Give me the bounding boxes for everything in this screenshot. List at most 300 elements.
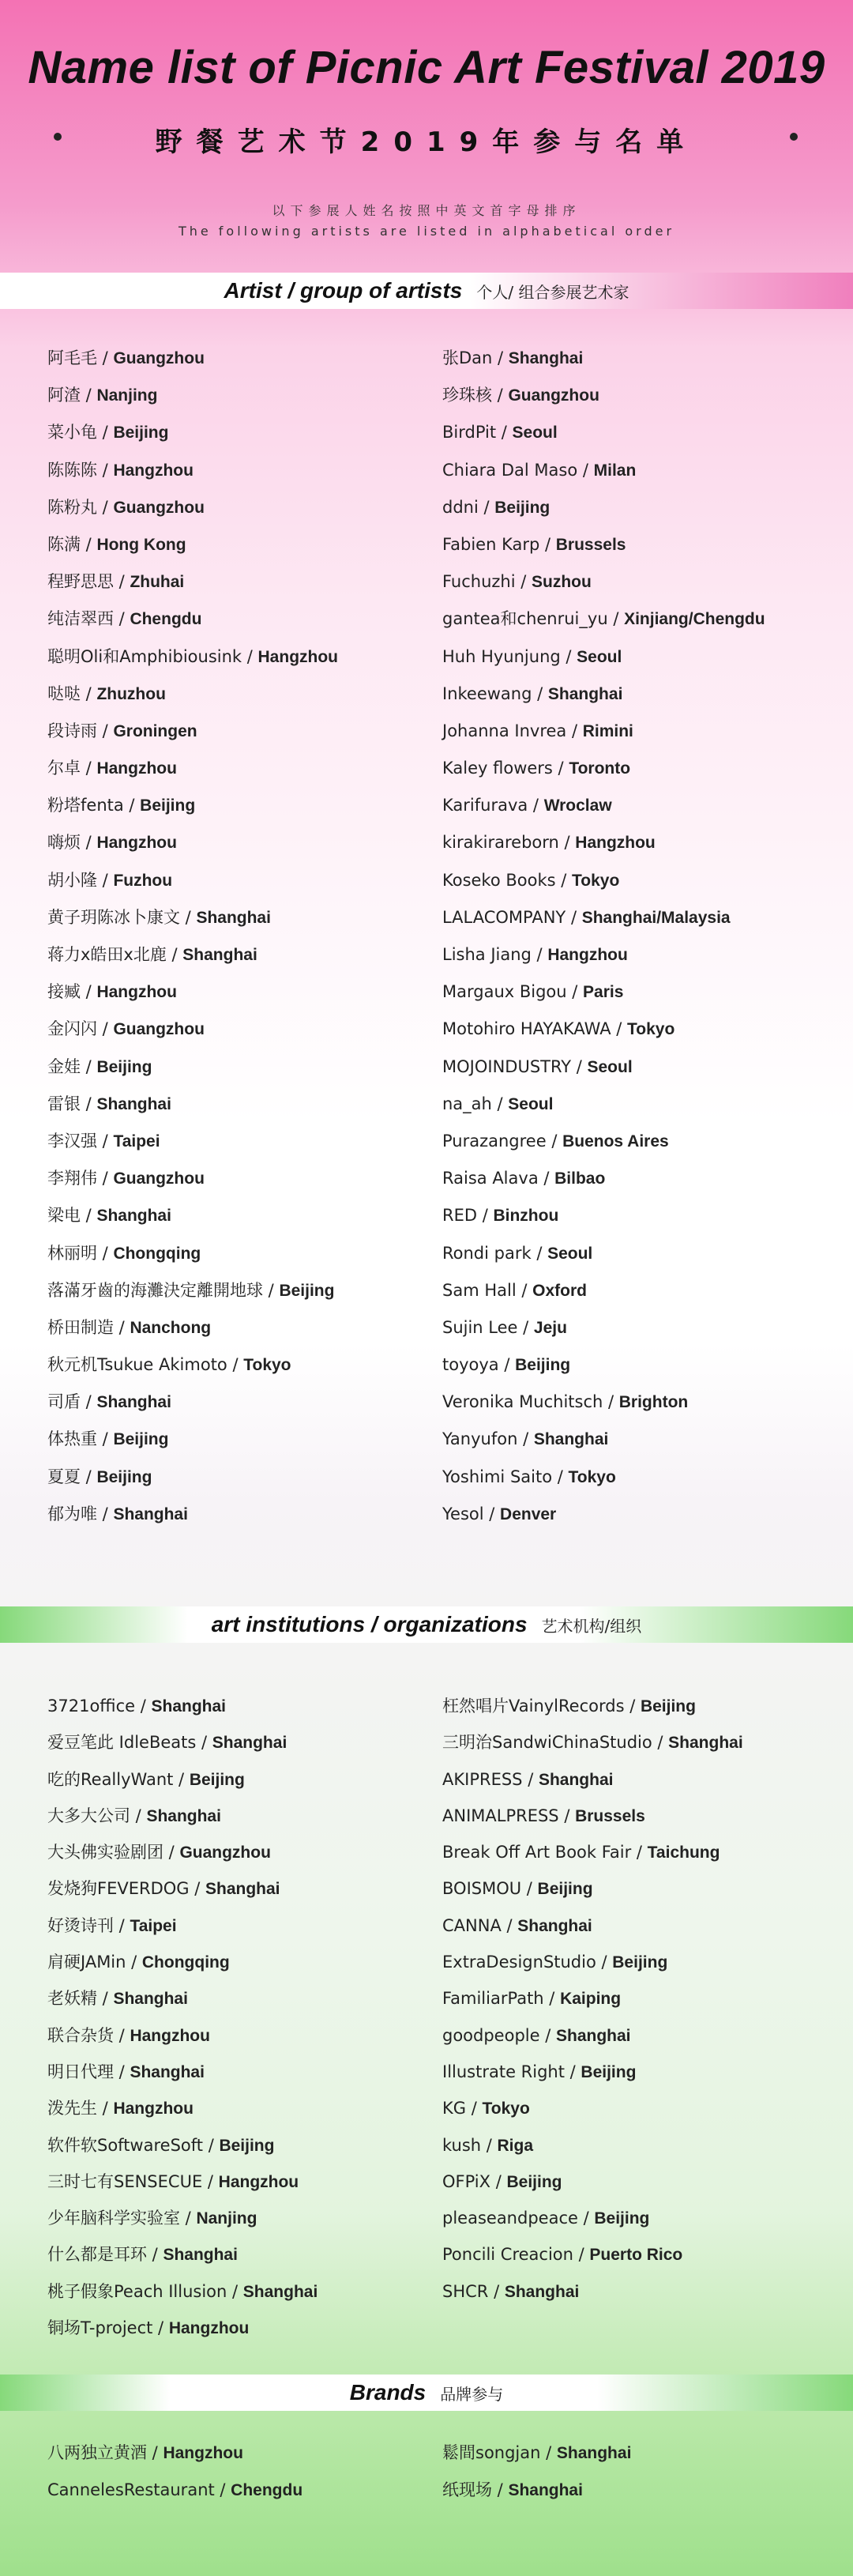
participant-name: 粉塔fenta (47, 796, 124, 815)
list-item (442, 1870, 743, 1907)
participant-city: Shanghai (517, 1916, 592, 1935)
section-title-cn: 艺术机构/组织 (541, 1617, 642, 1636)
separator: / (81, 759, 97, 778)
separator: / (114, 2062, 130, 2081)
separator: / (81, 1094, 97, 1113)
participant-name: Sam Hall (442, 1280, 517, 1300)
participant-name: FamiliarPath (442, 1989, 544, 2009)
participant-name: 珍珠核 (442, 386, 492, 405)
list-item (442, 563, 765, 601)
participant-name: 段诗雨 (47, 721, 97, 740)
participant-name: 金娃 (47, 1056, 81, 1076)
list-item (47, 1235, 338, 1272)
separator: / (566, 982, 584, 1002)
separator: / (81, 1206, 97, 1226)
participant-city: Denver (500, 1505, 557, 1523)
participant-name: 尔卓 (47, 759, 81, 778)
list-item (47, 2054, 318, 2090)
list-item (47, 638, 338, 676)
separator: / (97, 1169, 114, 1188)
separator: / (97, 423, 114, 443)
participant-name: Huh Hyunjung (442, 646, 561, 666)
participant-city: Hangzhou (218, 2172, 299, 2191)
page-title: Name list of Picnic Art Festival 2019 (28, 42, 825, 93)
list-item (47, 2273, 318, 2310)
list-item (47, 1011, 338, 1048)
participant-name: ExtraDesignStudio (442, 1953, 596, 1972)
participant-city: Shanghai (556, 2444, 632, 2462)
list-item (47, 1798, 318, 1834)
participant-city: Tokyo (568, 1467, 616, 1486)
separator: / (466, 2099, 483, 2118)
list-item (442, 1123, 765, 1160)
participant-city: Tokyo (482, 2100, 530, 2118)
list-item (47, 1496, 338, 1533)
list-item (47, 2127, 318, 2164)
list-item (47, 601, 338, 638)
participant-city: Beijing (537, 1880, 593, 1899)
participant-city: Seoul (508, 1094, 554, 1113)
participant-name: Kaley flowers (442, 759, 553, 778)
participant-name: na_ah (442, 1094, 492, 1113)
list-item (47, 340, 338, 377)
list-item (47, 713, 338, 750)
participant-city: Binzhou (493, 1207, 559, 1226)
participant-city: Beijing (612, 1953, 668, 1972)
list-item (442, 414, 765, 451)
list-item (442, 1459, 765, 1496)
participant-city: Seoul (587, 1057, 633, 1076)
participant-name: 张Dan (442, 348, 493, 367)
participant-name: 秋元机Tsukue Akimoto (47, 1355, 227, 1375)
separator: / (501, 1915, 518, 1935)
separator: / (189, 1879, 205, 1899)
list-item (47, 1459, 338, 1496)
participant-city: Guangzhou (113, 498, 205, 517)
participant-city: Shanghai (668, 1734, 743, 1753)
participant-city: Shanghai (96, 1207, 171, 1226)
participant-city: Shanghai (163, 2246, 238, 2265)
separator: / (114, 1317, 130, 1337)
list-item (47, 1761, 318, 1798)
participant-name: Poncili Creacion (442, 2245, 573, 2265)
participant-city: Taipei (130, 1916, 177, 1935)
participant-city: Beijing (96, 1057, 152, 1076)
separator: / (97, 348, 114, 367)
list-item (47, 1049, 338, 1086)
separator: / (607, 609, 625, 629)
separator: / (571, 1056, 588, 1076)
participant-name: 大头佛实验剧团 (47, 1843, 163, 1862)
list-item (442, 377, 765, 414)
participant-name: 发烧狗FEVERDOG (47, 1879, 190, 1899)
list-item (442, 974, 765, 1011)
participant-name: 枉然唱片VainylRecords (442, 1697, 625, 1715)
participant-city: Beijing (279, 1281, 335, 1300)
participant-city: Hangzhou (575, 834, 656, 853)
separator: / (517, 1429, 534, 1449)
participant-name: toyoya (442, 1355, 499, 1375)
participant-name: 陈满 (47, 534, 81, 554)
participant-name: Lisha Jiang (442, 945, 532, 964)
separator: / (81, 1467, 97, 1486)
participant-city: Hangzhou (257, 647, 338, 666)
separator: / (552, 1467, 569, 1486)
separator: / (214, 2480, 231, 2500)
list-item (442, 750, 765, 787)
list-item (442, 936, 765, 974)
participant-city: Zhuhai (130, 573, 185, 592)
participant-name: SHCR (442, 2281, 489, 2301)
participant-city: Guangzhou (508, 386, 599, 405)
separator: / (492, 2480, 509, 2500)
participant-city: Beijing (594, 2209, 650, 2228)
list-item (442, 1346, 765, 1384)
participant-name: 联合杂货 (47, 2025, 114, 2045)
participant-name: Margaux Bigou (442, 982, 567, 1002)
participant-name: Chiara Dal Maso (442, 460, 578, 480)
participant-name: KG (442, 2099, 467, 2118)
list-item (442, 2273, 743, 2310)
list-item (47, 974, 338, 1011)
separator: / (566, 907, 582, 927)
list-item (442, 452, 765, 489)
separator: / (521, 1879, 538, 1899)
separator: / (539, 2025, 556, 2045)
participant-name: BOISMOU (442, 1879, 522, 1899)
separator: / (173, 1769, 190, 1789)
list-item (442, 1011, 765, 1048)
participant-city: Taipei (113, 1132, 160, 1151)
separator: / (114, 1915, 130, 1935)
separator: / (97, 1019, 114, 1039)
list-item (47, 2236, 318, 2273)
participant-city: Beijing (219, 2136, 275, 2155)
participant-name: 黄子玥陈冰卜康文 (47, 907, 180, 927)
list-item (47, 1384, 338, 1421)
separator: / (196, 1733, 212, 1753)
list-item (47, 1309, 338, 1346)
participant-name: 软件软SoftwareSoft (47, 2135, 204, 2155)
section-title-cn: 品牌参与 (440, 2385, 504, 2404)
separator: / (483, 1504, 501, 1523)
separator: / (152, 2318, 169, 2338)
list-item (442, 2090, 743, 2126)
participant-city: Chongqing (113, 1244, 201, 1263)
list-item (47, 452, 338, 489)
participant-city: Chongqing (141, 1953, 230, 1972)
separator: / (202, 2171, 219, 2191)
participant-name: CannelesRestaurant (47, 2480, 215, 2500)
participant-name: 郁为唯 (47, 1504, 97, 1523)
list-item (47, 1834, 318, 1870)
participant-city: Xinjiang/Chengdu (624, 610, 765, 629)
separator: / (496, 423, 513, 443)
participant-name: 体热重 (47, 1429, 97, 1449)
participant-name: 蒋力x皓田x北鹿 (47, 945, 167, 964)
participant-city: Hangzhou (113, 461, 194, 480)
separator: / (180, 907, 197, 927)
participant-city: Wroclaw (543, 797, 612, 815)
list-item (47, 526, 338, 563)
header (0, 0, 853, 261)
list-item (47, 1086, 338, 1123)
participant-name: Rondi park (442, 1243, 532, 1263)
separator: / (114, 572, 130, 592)
separator: / (81, 1056, 97, 1076)
participant-name: 纯洁翠西 (47, 609, 114, 629)
participant-city: Seoul (512, 424, 558, 443)
list-item (442, 2236, 743, 2273)
separator: / (97, 1504, 114, 1523)
participant-city: Riga (497, 2136, 534, 2155)
sort-note-cn: 以下参展人姓名按照中英文首字母排序 (272, 203, 581, 218)
participant-city: Shanghai (242, 2282, 318, 2301)
participant-name: 胡小隆 (47, 870, 97, 890)
participant-name: 三明治SandwiChinaStudio (442, 1733, 652, 1753)
participant-city: Hangzhou (113, 2100, 194, 2118)
separator: / (540, 2443, 557, 2462)
section-title-en: Artist / group of artists (224, 278, 463, 303)
section-title-cn: 个人/ 组合参展艺术家 (476, 283, 629, 302)
separator: / (577, 460, 594, 480)
participant-name: 老妖精 (47, 1989, 97, 2009)
participant-city: Rimini (582, 721, 633, 740)
participant-city: Shanghai (533, 1430, 609, 1449)
participant-city: Beijing (640, 1697, 696, 1715)
participant-city: Beijing (515, 1356, 571, 1375)
participant-name: 夏夏 (47, 1467, 81, 1486)
separator: / (543, 1989, 561, 2009)
participant-name: 哒哒 (47, 684, 81, 703)
separator: / (97, 1243, 114, 1263)
list-item (442, 1049, 765, 1086)
participant-name: Break Off Art Book Fair (442, 1843, 632, 1862)
participant-city: Shanghai (113, 1990, 188, 2009)
list-item (442, 601, 765, 638)
participant-city: Shanghai (96, 1094, 171, 1113)
participant-city: Hangzhou (96, 759, 177, 778)
participant-city: Tokyo (243, 1356, 291, 1375)
section-header-institutions (0, 1606, 853, 1643)
separator: / (478, 497, 495, 517)
list-item (442, 1761, 743, 1798)
participant-name: Koseko Books (442, 870, 556, 890)
list-item (47, 1123, 338, 1160)
separator: / (97, 497, 114, 517)
participant-name: 林丽明 (47, 1243, 97, 1263)
separator: / (81, 1392, 97, 1412)
list-item (442, 1384, 765, 1421)
list-item (442, 1496, 765, 1533)
list-item (442, 638, 765, 676)
participant-name: 菜小龟 (47, 423, 97, 443)
participant-city: Jeju (533, 1318, 567, 1337)
participant-city: Seoul (577, 647, 622, 666)
list-item (47, 1346, 338, 1384)
separator: / (531, 945, 548, 964)
separator: / (603, 1392, 619, 1412)
separator: / (566, 721, 583, 740)
participant-name: 程野思思 (47, 572, 114, 592)
separator: / (126, 1953, 142, 1972)
participant-city: Shanghai (146, 1806, 221, 1825)
participant-city: Tokyo (627, 1020, 675, 1039)
separator: / (81, 833, 97, 853)
participant-city: Shanghai (212, 1734, 287, 1753)
separator: / (516, 1280, 533, 1300)
participant-city: Beijing (494, 498, 551, 517)
separator: / (573, 2245, 590, 2265)
participant-city: Guangzhou (179, 1843, 271, 1862)
list-item (47, 1870, 318, 1907)
participant-city: Seoul (547, 1244, 593, 1263)
list-item (47, 2435, 302, 2472)
participant-name: Fuchuzhi (442, 572, 516, 592)
list-item (47, 2017, 318, 2054)
participant-city: Hangzhou (547, 946, 628, 964)
section-title-en: art institutions / organizations (211, 1612, 528, 1636)
participant-city: Oxford (532, 1281, 587, 1300)
participant-city: Nanjing (196, 2209, 257, 2228)
list-item (442, 1272, 765, 1309)
participant-city: Kaiping (560, 1990, 622, 2009)
separator: / (624, 1697, 641, 1715)
participant-name: 纸现场 (442, 2480, 492, 2500)
separator: / (481, 2135, 498, 2155)
list-item (442, 1235, 765, 1272)
participant-city: Shanghai/Malaysia (581, 908, 731, 927)
separator: / (498, 1355, 516, 1375)
separator: / (166, 945, 183, 964)
list-item (47, 1980, 318, 2017)
list-item (47, 787, 338, 824)
participant-name: pleaseandpeace (442, 2209, 578, 2228)
participant-city: Taichung (647, 1843, 720, 1862)
participant-name: Purazangree (442, 1131, 547, 1151)
participant-name: kush (442, 2135, 482, 2155)
participant-city: Paris (583, 983, 624, 1002)
list-item (442, 1908, 743, 1944)
bullet-dot-icon (790, 133, 798, 141)
participant-name: 鬆間songjan (442, 2443, 541, 2462)
participant-city: Shanghai (182, 946, 257, 964)
participant-name: AKIPRESS (442, 1769, 523, 1789)
brands-right-column (442, 2435, 631, 2509)
participant-city: Groningen (113, 721, 197, 740)
separator: / (180, 2209, 197, 2228)
sort-note-en: The following artists are listed in alphabetical order (178, 224, 675, 239)
separator: / (123, 796, 141, 815)
participant-name: 金闪闪 (47, 1019, 97, 1039)
separator: / (492, 348, 509, 367)
list-item (47, 1197, 338, 1234)
section-title-en: Brands (349, 2380, 426, 2405)
participant-name: Veronika Muchitsch (442, 1392, 603, 1412)
list-item (442, 899, 765, 936)
separator: / (558, 1806, 576, 1825)
list-item (47, 2472, 302, 2509)
separator: / (564, 2062, 581, 2081)
participant-city: Shanghai (196, 908, 271, 927)
participant-city: Brussels (555, 535, 626, 554)
participant-city: Shanghai (555, 2026, 631, 2045)
list-item (442, 1798, 743, 1834)
participant-name: 嗨烦 (47, 833, 81, 853)
participant-city: Beijing (189, 1770, 245, 1789)
participant-name: 少年脑科学实验室 (47, 2209, 180, 2228)
list-item (442, 2017, 743, 2054)
participant-city: Brussels (575, 1806, 645, 1825)
separator: / (263, 1280, 280, 1300)
list-item (442, 2472, 631, 2509)
participant-city: Shanghai (508, 349, 584, 367)
participant-city: Hangzhou (96, 983, 177, 1002)
participant-name: 聪明Oli和Amphibiousink (47, 646, 242, 666)
list-item (442, 2435, 631, 2472)
list-item (442, 787, 765, 824)
list-item (442, 1724, 743, 1761)
list-item (442, 1086, 765, 1123)
participant-name: 泼先生 (47, 2099, 97, 2118)
list-item (47, 750, 338, 787)
separator: / (652, 1733, 669, 1753)
participant-city: Shanghai (96, 1393, 171, 1412)
list-item (442, 340, 765, 377)
artists-left-column (47, 340, 338, 1533)
participant-city: Beijing (113, 1430, 169, 1449)
list-item (47, 862, 338, 899)
artists-right-column (442, 340, 765, 1533)
participant-name: Fabien Karp (442, 534, 540, 554)
list-item (442, 862, 765, 899)
separator: / (163, 1843, 180, 1862)
participant-name: kirakirareborn (442, 833, 559, 853)
separator: / (558, 833, 576, 853)
participant-name: 爱豆笔此 IdleBeats (47, 1733, 197, 1753)
participant-city: Shanghai (130, 2062, 205, 2081)
separator: / (477, 1206, 494, 1226)
list-item (442, 1421, 765, 1458)
separator: / (491, 1094, 509, 1113)
participant-name: Illustrate Right (442, 2062, 565, 2081)
participant-name: MOJOINDUSTRY (442, 1056, 572, 1076)
list-item (47, 1272, 338, 1309)
participant-city: Bilbao (554, 1169, 606, 1188)
participant-city: Shanghai (151, 1697, 227, 1715)
list-item (47, 1421, 338, 1458)
list-item (442, 489, 765, 526)
participant-name: 阿毛毛 (47, 348, 97, 367)
participant-city: Buenos Aires (562, 1132, 669, 1151)
list-item (442, 2200, 743, 2236)
separator: / (97, 1989, 114, 2009)
list-item (442, 526, 765, 563)
participant-city: Beijing (581, 2062, 637, 2081)
list-item (47, 2310, 318, 2346)
separator: / (528, 796, 544, 815)
list-item (47, 1944, 318, 1980)
participant-city: Shanghai (504, 2282, 580, 2301)
participant-name: RED (442, 1206, 478, 1226)
separator: / (560, 646, 577, 666)
list-item (442, 2127, 743, 2164)
separator: / (555, 870, 573, 890)
list-item (47, 2090, 318, 2126)
participant-city: Beijing (140, 797, 196, 815)
participant-city: Fuzhou (113, 871, 173, 890)
separator: / (97, 460, 114, 480)
